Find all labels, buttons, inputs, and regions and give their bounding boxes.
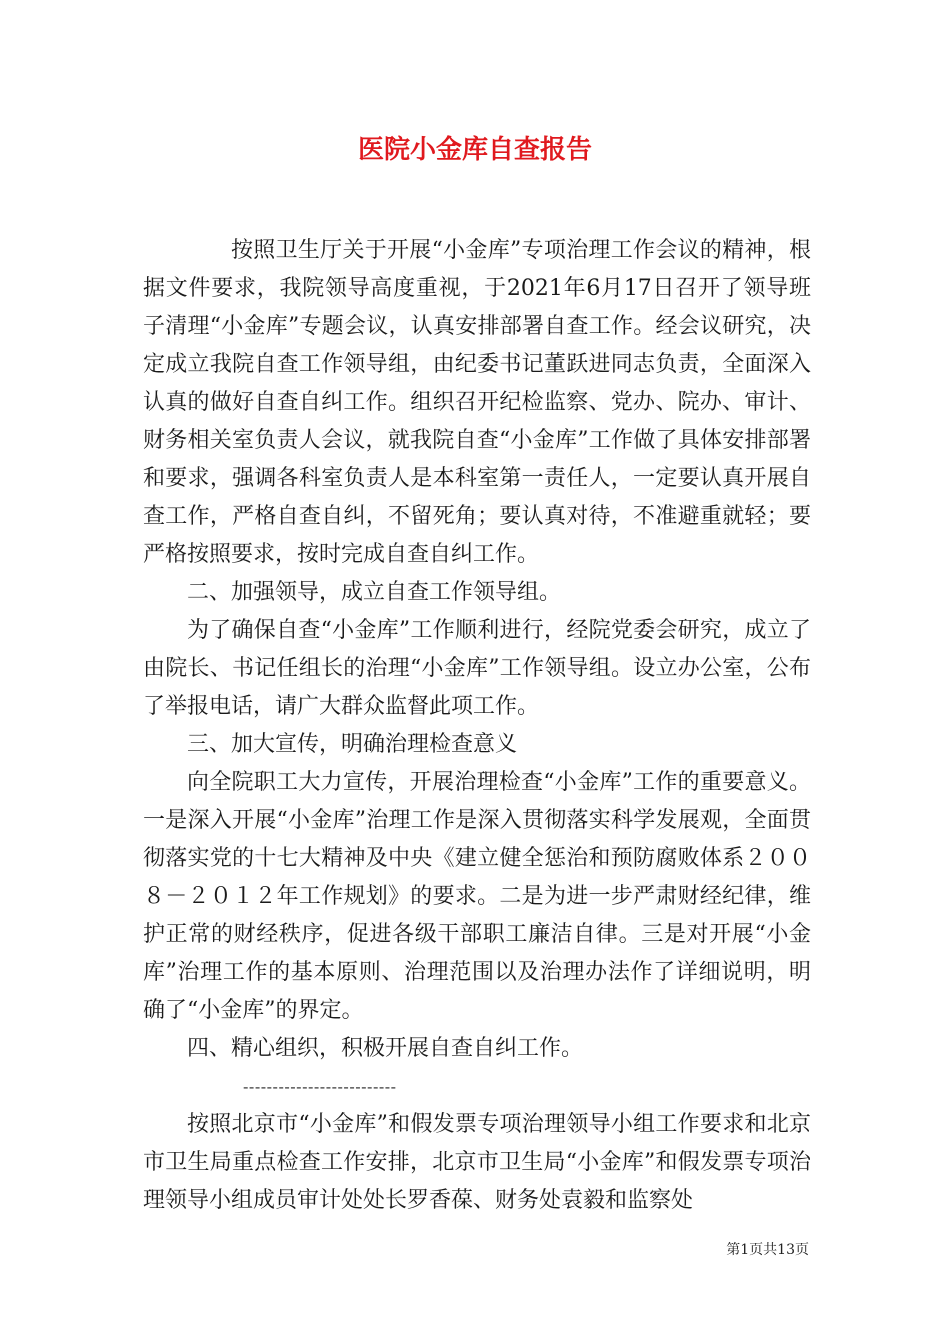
- paragraph-beijing: 按照北京市“小金库”和假发票专项治理领导小组工作要求和北京市卫生局重点检查工作安排，北京市卫生局“小金库”和假发票专项治理领导小组成员审计处处长罗香葆、财务处袁毅和监察处: [143, 1112, 811, 1213]
- page-footer: 第1页共13页: [726, 1242, 809, 1258]
- section-heading-3: 三、加大宣传，明确治理检查意义: [187, 732, 518, 757]
- paragraph-intro: 按照卫生厅关于开展“小金库”专项治理工作会议的精神，根据文件要求，我院领导高度重视，于2021年6月17日召开了领导班子清理“小金库”专题会议，认真安排部署自查工作。经会议研究，决定成立我院自查工作领导组，由纪委书记董跃进同志负责，全面深入认真的做好自查自纠工作。组织召开纪检监察、党办、院办、审计、财务相关室负责人会议，就我院自查“小金库”工作做了具体安排部署和要求，强调各科室负责人是本科室第一责任人，一定要认真开展自查工作，严格自查自纠，不留死角；要认真对待，不准避重就轻；要严格按照要求，按时完成自查自纠工作。: [143, 238, 811, 567]
- section-heading-2: 二、加强领导，成立自查工作领导组。: [187, 580, 562, 605]
- document-body: [143, 232, 811, 1220]
- paragraph-publicity: 向全院职工大力宣传，开展治理检查“小金库”工作的重要意义。一是深入开展“小金库”治理工作是深入贯彻落实科学发展观，全面贯彻落实党的十七大精神及中央《建立健全惩治和预防腐败体系２００８－２０１２年工作规划》的要求。二是为进一步严肃财经纪律，维护正常的财经秩序，促进各级干部职工廉洁自律。三是对开展“小金库”治理工作的基本原则、治理范围以及治理办法作了详细说明，明确了“小金库”的界定。: [143, 770, 811, 1023]
- separator-line: --------------------------: [243, 1077, 397, 1096]
- paragraph-leadership: 为了确保自查“小金库”工作顺利进行，经院党委会研究，成立了由院长、书记任组长的治理“小金库”工作领导组。设立办公室，公布了举报电话，请广大群众监督此项工作。: [143, 618, 811, 719]
- section-heading-4: 四、精心组织，积极开展自查自纠工作。: [187, 1036, 584, 1061]
- document-title: 医院小金库自查报告: [357, 135, 592, 165]
